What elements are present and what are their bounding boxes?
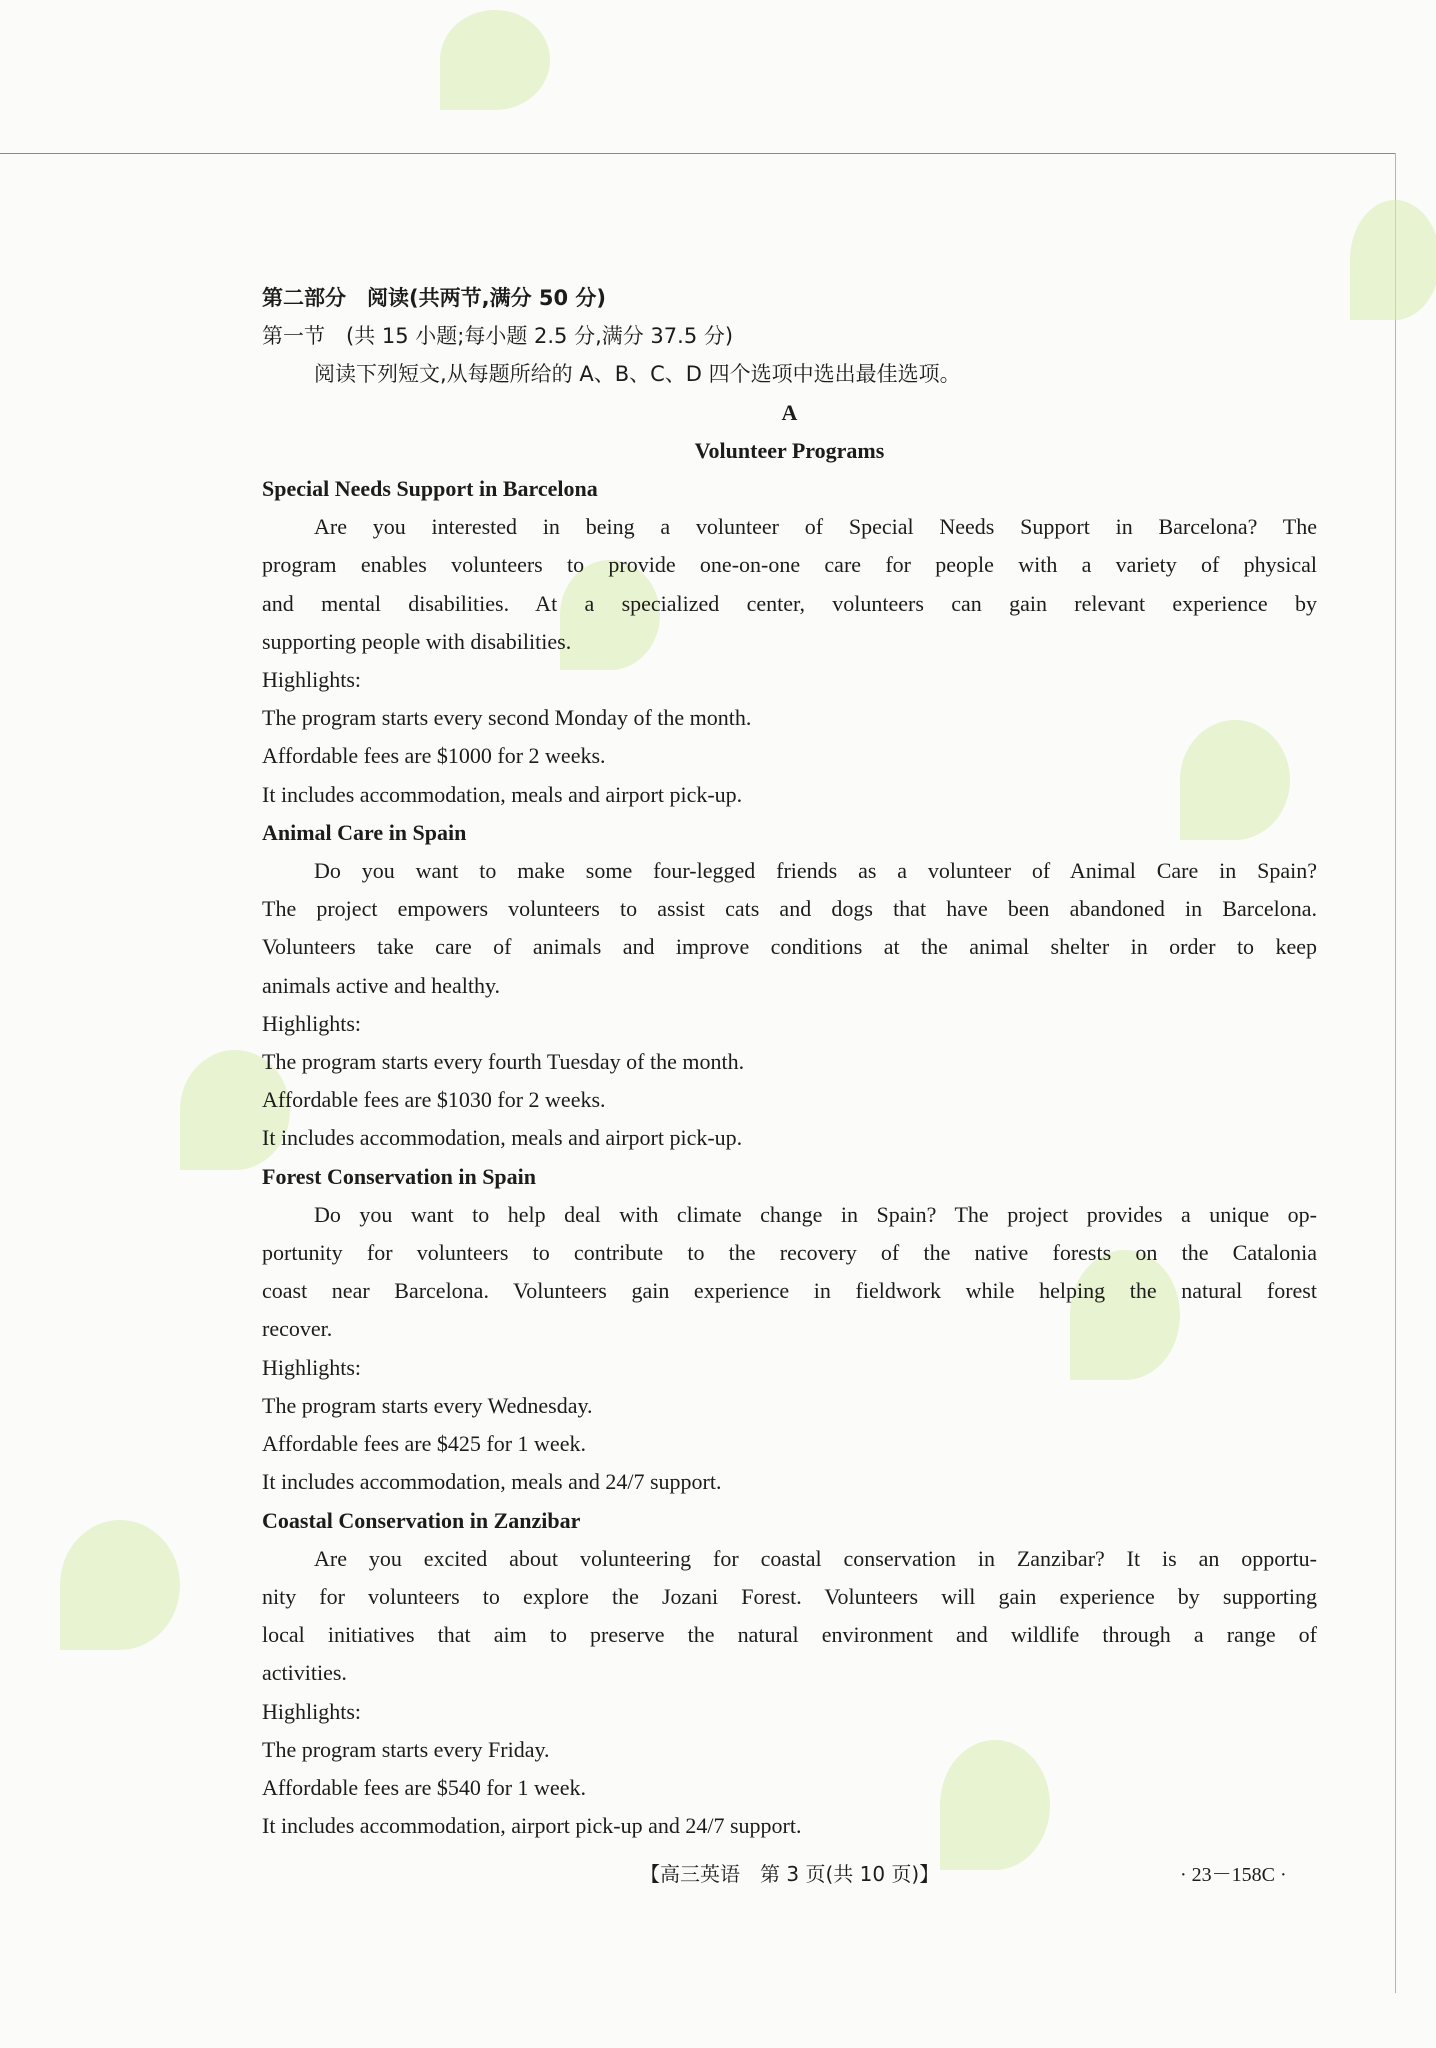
paragraph-line: Are you interested in being a volunteer of Special Needs Support in Barcelona? The — [314, 514, 1317, 540]
paragraph-line: coast near Barcelona. Volunteers gain experience in fieldwork while helping the natural forest — [262, 1278, 1317, 1304]
paragraph-line: recover. — [262, 1316, 333, 1342]
highlight-item: It includes accommodation, meals and airport pick-up. — [262, 781, 743, 807]
highlights-label: Highlights: — [262, 1010, 362, 1036]
program-list — [262, 470, 1317, 1845]
highlight-item: Affordable fees are $1000 for 2 weeks. — [262, 743, 606, 769]
paragraph-line: Are you excited about volunteering for coastal conservation in Zanzibar? It is an opportu- — [314, 1545, 1317, 1571]
right-border-line — [1395, 153, 1396, 1993]
program-heading: Animal Care in Spain — [262, 819, 467, 845]
paragraph-line: nity for volunteers to explore the Jozani Forest. Volunteers will gain experience by supporting — [262, 1583, 1317, 1609]
paragraph-line: supporting people with disabilities. — [262, 628, 572, 654]
paragraph-line: animals active and healthy. — [262, 972, 501, 998]
program-heading: Forest Conservation in Spain — [262, 1163, 537, 1189]
highlight-item: Affordable fees are $425 for 1 week. — [262, 1431, 586, 1457]
paragraph-line: activities. — [262, 1660, 347, 1686]
page-content — [262, 279, 1317, 1845]
program-heading: Coastal Conservation in Zanzibar — [262, 1507, 581, 1533]
page-info: 【高三英语 第 3 页(共 10 页)】 — [640, 1862, 940, 1886]
program-section — [262, 814, 1317, 1158]
paragraph-line: Do you want to make some four-legged friends as a volunteer of Animal Care in Spain? — [314, 858, 1317, 884]
paragraph-line: portunity for volunteers to contribute to the recovery of the native forests on the Catalonia — [262, 1240, 1317, 1266]
section-title: 第一节 (共 15 小题;每小题 2.5 分,满分 37.5 分) — [262, 324, 734, 349]
highlights-label: Highlights: — [262, 1354, 362, 1380]
highlight-item: Affordable fees are $1030 for 2 weeks. — [262, 1087, 606, 1113]
highlight-item: Affordable fees are $540 for 1 week. — [262, 1774, 586, 1800]
highlights-label: Highlights: — [262, 667, 362, 693]
highlight-item: The program starts every Friday. — [262, 1736, 550, 1762]
exam-code: · 23－158C · — [1180, 1864, 1287, 1886]
highlights-label: Highlights: — [262, 1698, 362, 1724]
watermark-logo — [440, 10, 550, 110]
passage-letter: A — [781, 399, 798, 425]
program-section — [262, 1502, 1317, 1846]
highlight-item: It includes accommodation, meals and airport pick-up. — [262, 1125, 743, 1151]
watermark-logo — [1350, 200, 1436, 320]
paragraph-line: and mental disabilities. At a specialized center, volunteers can gain relevant experience by — [262, 590, 1317, 616]
program-section — [262, 1158, 1317, 1502]
part-title: 第二部分 阅读(共两节,满分 50 分) — [262, 286, 607, 310]
paragraph-line: program enables volunteers to provide one-on-one care for people with a variety of physical — [262, 552, 1317, 578]
program-section — [262, 470, 1317, 814]
top-border-line — [0, 153, 1396, 154]
paragraph-line: local initiatives that aim to preserve the natural environment and wildlife through a range of — [262, 1622, 1317, 1648]
paragraph-line: The project empowers volunteers to assist cats and dogs that have been abandoned in Barcelona. — [262, 896, 1317, 922]
highlight-item: The program starts every Wednesday. — [262, 1392, 593, 1418]
paragraph-line: Do you want to help deal with climate change in Spain? The project provides a unique op- — [314, 1201, 1317, 1227]
paragraph-line: Volunteers take care of animals and improve conditions at the animal shelter in order to keep — [262, 934, 1317, 960]
highlight-item: The program starts every second Monday of the month. — [262, 705, 752, 731]
instruction: 阅读下列短文,从每题所给的 A、B、C、D 四个选项中选出最佳选项。 — [314, 362, 961, 387]
highlight-item: It includes accommodation, airport pick-up and 24/7 support. — [262, 1813, 802, 1839]
passage-title: Volunteer Programs — [694, 437, 885, 463]
highlight-item: The program starts every fourth Tuesday of the month. — [262, 1049, 745, 1075]
highlight-item: It includes accommodation, meals and 24/7 support. — [262, 1469, 722, 1495]
watermark-logo — [60, 1520, 180, 1650]
program-heading: Special Needs Support in Barcelona — [262, 476, 598, 502]
